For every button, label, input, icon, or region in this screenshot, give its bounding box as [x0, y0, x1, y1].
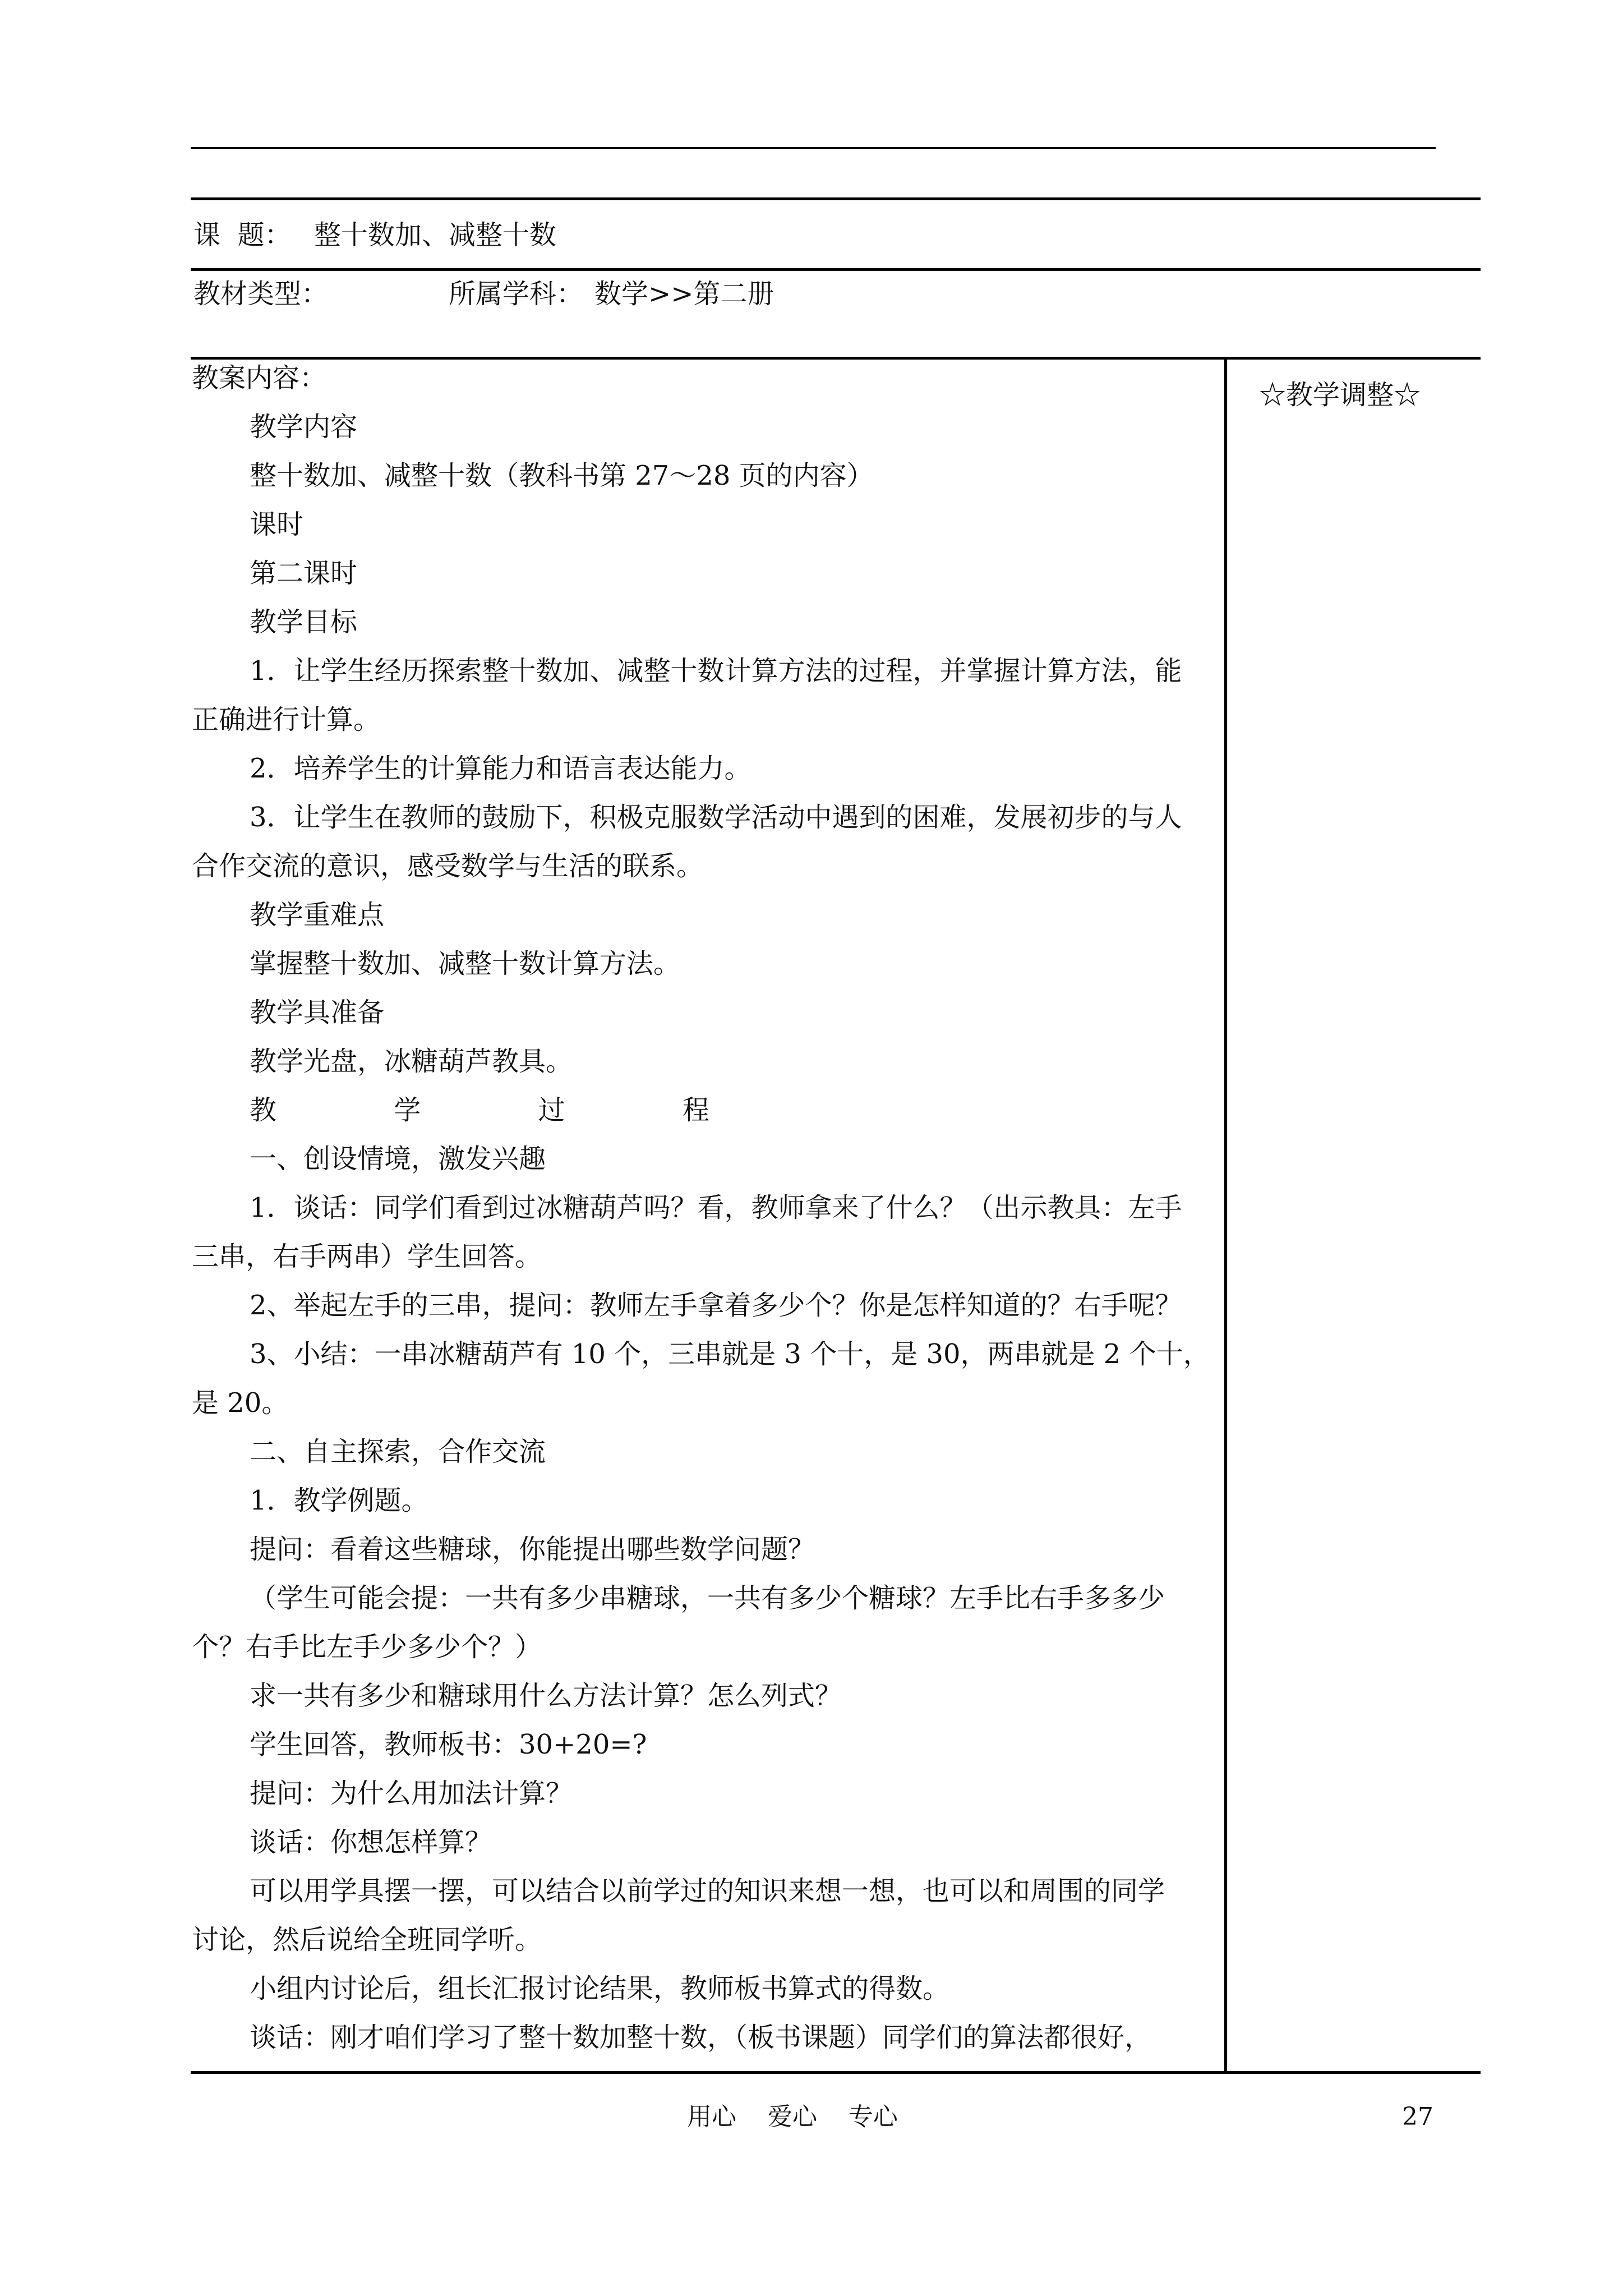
text-line: 提问：看着这些糖球，你能提出哪些数学问题？: [250, 1534, 815, 1565]
text-line: （学生可能会提：一共有多少串糖球，一共有多少个糖球？左手比右手多多少: [250, 1582, 1165, 1614]
section-heading: 一、创设情境，激发兴趣: [250, 1143, 546, 1175]
text-line: 3．让学生在教师的鼓励下，积极克服数学活动中遇到的困难，发展初步的与人: [250, 802, 1182, 833]
lesson-plan-content: [192, 362, 1224, 2064]
text-line: 讨论，然后说给全班同学听。: [192, 1924, 542, 1955]
text-line: 可以用学具摆一摆，可以结合以前学过的知识来想一想，也可以和周围的同学: [250, 1875, 1165, 1907]
text-line: 谈话：你想怎样算？: [250, 1826, 492, 1858]
text-line: 个？右手比左手少多少个？）: [192, 1631, 542, 1663]
text-line: 提问：为什么用加法计算？: [250, 1778, 573, 1809]
text-line: 1．教学例题。: [250, 1485, 428, 1516]
text-line: 2．培养学生的计算能力和语言表达能力。: [250, 753, 751, 784]
text-line: 合作交流的意识，感受数学与生活的联系。: [192, 850, 704, 882]
header-rule: [191, 147, 1436, 149]
text-line: 整十数加、减整十数（教科书第 27～28 页的内容）: [250, 460, 874, 491]
column-divider: [1224, 357, 1227, 2074]
text-line: 掌握整十数加、减整十数计算方法。: [250, 948, 681, 979]
text-line: 学生回答，教师板书：30+20=?: [250, 1729, 647, 1760]
process-heading-char: 教: [250, 1094, 277, 1126]
table-row-divider: [191, 357, 1481, 360]
text-line: 求一共有多少和糖球用什么方法计算？怎么列式？: [250, 1680, 842, 1711]
process-heading-char: 程: [682, 1094, 709, 1126]
section-heading: 二、自主探索，合作交流: [250, 1436, 546, 1467]
process-heading-char: 学: [394, 1094, 421, 1126]
page-number: 27: [1402, 2102, 1433, 2131]
subject-value: 数学>>第二册: [594, 278, 774, 310]
text-line: 2、举起左手的三串，提问：教师左手拿着多少个？你是怎样知道的？右手呢？: [250, 1290, 1182, 1321]
process-heading-char: 过: [538, 1094, 565, 1126]
text-line: 1．谈话：同学们看到过冰糖葫芦吗？看，教师拿来了什么？（出示教具：左手: [250, 1192, 1182, 1223]
section-heading: 教学目标: [250, 606, 358, 638]
adjustment-column-header: ☆教学调整☆: [1259, 379, 1421, 411]
subject-label: 所属学科：: [449, 278, 584, 310]
section-heading: 教学重难点: [250, 899, 385, 931]
text-line: 小组内讨论后，组长汇报讨论结果，教师板书算式的得数。: [250, 1973, 950, 2004]
table-top-border: [191, 197, 1481, 200]
text-line: 三串，右手两串）学生回答。: [192, 1241, 542, 1272]
text-line: 谈话：刚才咱们学习了整十数加整十数，（板书课题）同学们的算法都很好，: [250, 2022, 1152, 2053]
text-line: 正确进行计算。: [192, 704, 381, 735]
text-line: 第二课时: [250, 558, 358, 589]
lesson-title: 整十数加、减整十数: [314, 219, 557, 251]
text-line: 教学光盘，冰糖葫芦教具。: [250, 1046, 573, 1077]
footer-motto: 用心 爱心 专心: [687, 2102, 898, 2131]
material-type-label: 教材类型：: [193, 278, 329, 310]
section-heading: 课时: [250, 509, 304, 540]
process-heading: [250, 1094, 709, 1126]
text-line: 1．让学生经历探索整十数加、减整十数计算方法的过程，并掌握计算方法，能: [250, 655, 1182, 687]
section-heading: 教学内容: [250, 411, 358, 443]
content-header: 教案内容：: [192, 362, 327, 394]
table-bottom-border: [191, 2071, 1481, 2074]
text-line: 3、小结：一串冰糖葫芦有 10 个，三串就是 3 个十，是 30，两串就是 2 个十，: [250, 1338, 1210, 1370]
table-row-divider: [191, 268, 1481, 271]
title-label: 课 题：: [193, 219, 292, 251]
text-line: 是 20。: [192, 1387, 289, 1419]
section-heading: 教学具准备: [250, 997, 385, 1028]
